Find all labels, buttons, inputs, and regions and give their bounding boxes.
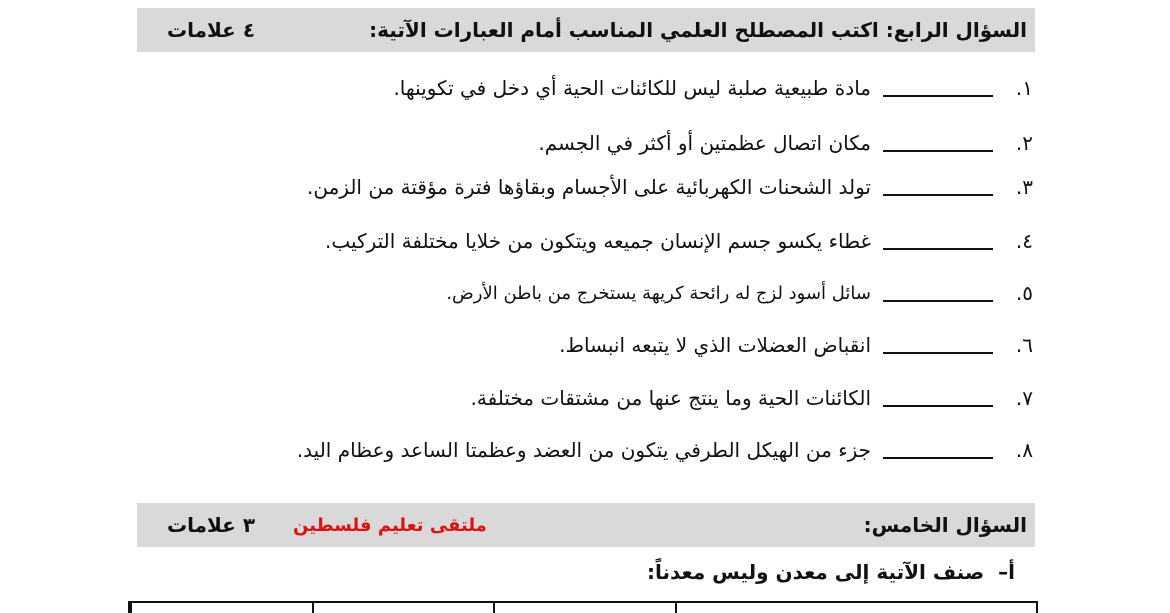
question-4-title: السؤال الرابع: اكتب المصطلح العلمي المناسب أمام العبارات الآتية: [369, 18, 1027, 42]
list-item [307, 172, 1033, 202]
item-number: ٢. [1015, 131, 1033, 155]
item-number: ١. [1015, 76, 1033, 100]
table-cell [130, 603, 312, 613]
classification-table [128, 601, 1038, 613]
list-item [325, 226, 1033, 256]
list-item [559, 330, 1033, 360]
question-5-meta [167, 513, 487, 537]
item-number: ٣. [1015, 175, 1033, 199]
question-4-header [137, 8, 1035, 52]
table-cell [675, 603, 857, 613]
answer-blank[interactable] [883, 134, 993, 152]
item-number: ٦. [1015, 333, 1033, 357]
sub-question-label: أ– [998, 560, 1015, 584]
item-number: ٧. [1015, 386, 1033, 410]
question-5-header [137, 503, 1035, 547]
answer-blank[interactable] [883, 389, 993, 407]
list-item [297, 435, 1033, 465]
item-number: ٥. [1015, 281, 1033, 305]
answer-blank[interactable] [883, 178, 993, 196]
list-item [446, 278, 1033, 308]
table-cell [312, 603, 494, 613]
item-text: مكان اتصال عظمتين أو أكثر في الجسم. [538, 131, 871, 155]
answer-blank[interactable] [883, 441, 993, 459]
answer-blank[interactable] [883, 284, 993, 302]
item-text: سائل أسود لزج له رائحة كريهة يستخرج من باطن الأرض. [446, 282, 871, 304]
watermark-text: ملتقى تعليم فلسطين [293, 514, 487, 536]
item-text: تولد الشحنات الكهربائية على الأجسام وبقاؤها فترة مؤقتة من الزمن. [307, 175, 871, 199]
question-5-title: السؤال الخامس: [863, 513, 1027, 537]
answer-blank[interactable] [883, 336, 993, 354]
question-4-marks: ٤ علامات [167, 18, 256, 42]
table-cell [856, 603, 1036, 613]
item-text: مادة طبيعية صلبة ليس للكائنات الحية أي دخل في تكوينها. [393, 76, 871, 100]
item-text: الكائنات الحية وما ينتج عنها من مشتقات مختلفة. [470, 386, 871, 410]
item-text: غطاء يكسو جسم الإنسان جميعه ويتكون من خلايا مختلفة التركيب. [325, 229, 871, 253]
question-5-marks: ٣ علامات [167, 513, 256, 537]
sub-question-text: صنف الآتية إلى معدن وليس معدناً: [646, 560, 985, 584]
item-number: ٤. [1015, 229, 1033, 253]
item-text: جزء من الهيكل الطرفي يتكون من العضد وعظمتا الساعد وعظام اليد. [296, 438, 871, 462]
item-text: انقباض العضلات الذي لا يتبعه انبساط. [559, 333, 871, 357]
answer-blank[interactable] [883, 79, 993, 97]
sub-question-a [647, 560, 1015, 584]
item-number: ٨. [1015, 438, 1033, 462]
table-cell [493, 603, 675, 613]
list-item [538, 128, 1033, 158]
list-item [471, 383, 1033, 413]
list-item [393, 73, 1033, 103]
answer-blank[interactable] [883, 232, 993, 250]
